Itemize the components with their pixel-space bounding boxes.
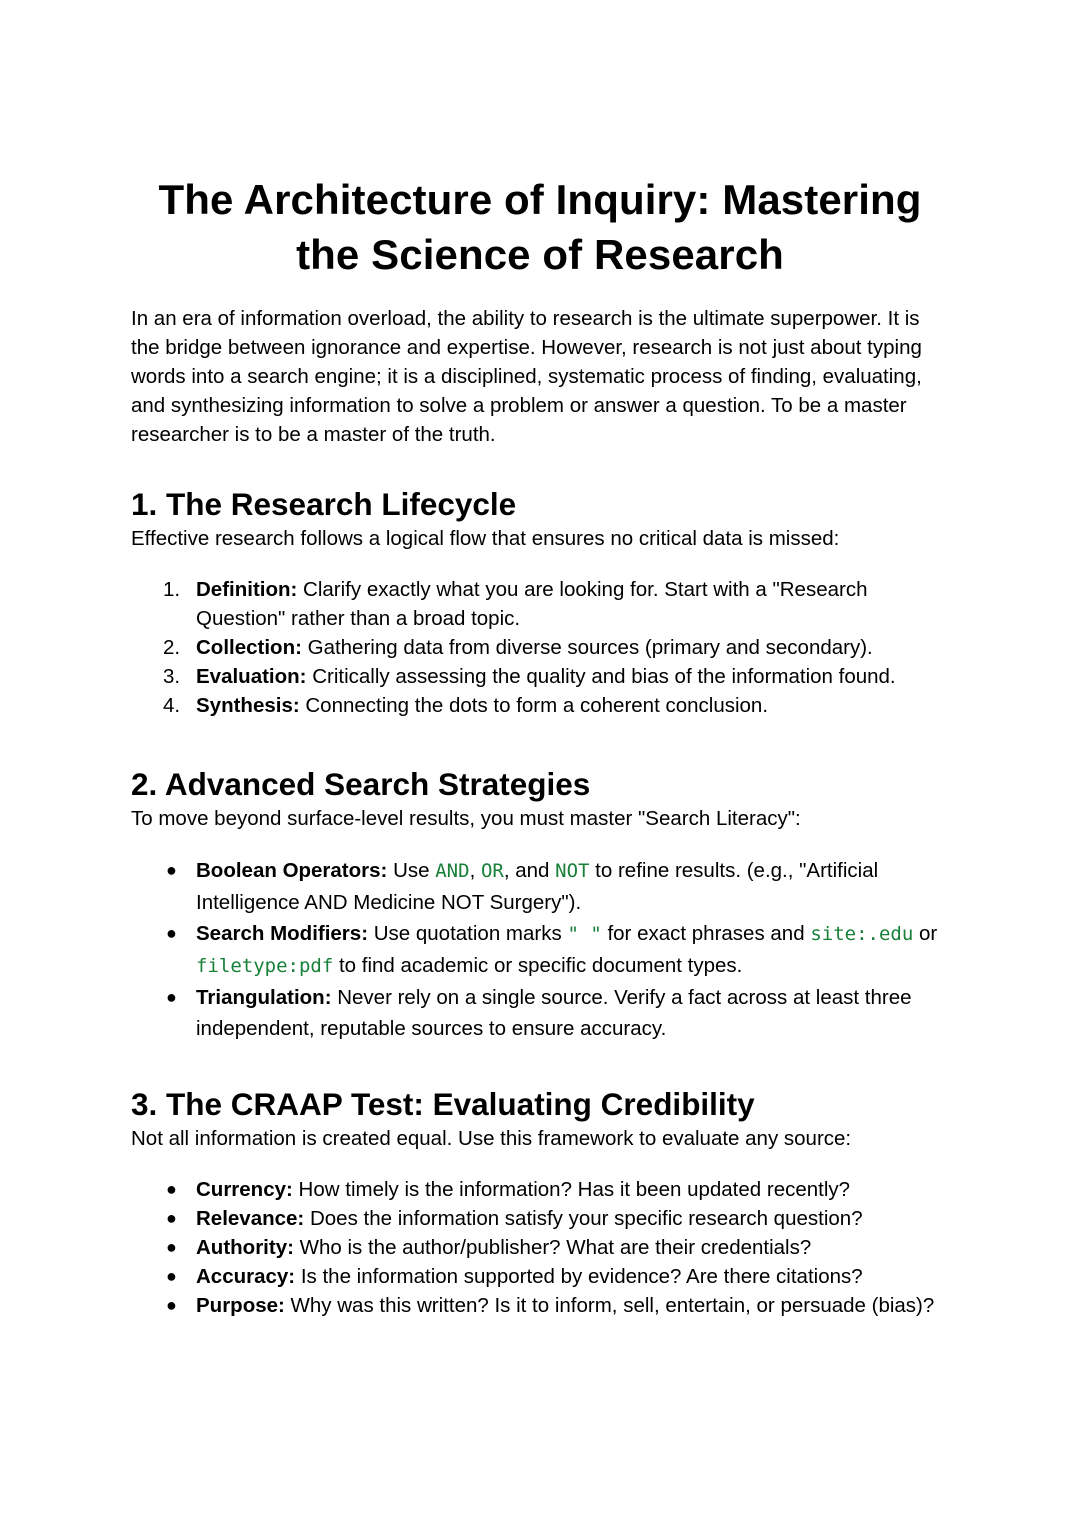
list-item — [131, 633, 949, 662]
item-term: Relevance: — [196, 1207, 305, 1230]
code-site-edu: site:.edu — [810, 923, 914, 945]
item-text: , — [469, 859, 481, 882]
item-text: to refine results. (e.g., "Artificial Intelligence AND Medicine NOT Surgery"). — [196, 859, 879, 914]
list-item-accuracy — [131, 1262, 949, 1291]
item-term: Currency: — [196, 1178, 293, 1201]
list-item-relevance — [131, 1204, 949, 1233]
bullet-icon: ● — [166, 1179, 177, 1199]
item-term: Evaluation: — [196, 665, 307, 688]
bullet-icon: ● — [166, 1208, 177, 1228]
code-not: NOT — [555, 860, 590, 882]
section1-lead: Effective research follows a logical flow that ensures no critical data is missed: — [131, 527, 840, 550]
item-text: Never rely on a single source. Verify a fact across at least three independent, reputable sources to ensure accuracy. — [196, 986, 912, 1040]
item-text: Does the information satisfy your specific research question? — [304, 1207, 863, 1230]
item-term: Definition: — [196, 578, 298, 601]
section3-lead: Not all information is created equal. Use this framework to evaluate any source: — [131, 1127, 852, 1150]
list-item-triangulation — [131, 982, 949, 1044]
section-heading-research-lifecycle: 1. The Research Lifecycle — [131, 486, 517, 522]
code-filetype-pdf: filetype:pdf — [196, 955, 334, 977]
section2-lead: To move beyond surface-level results, you must master "Search Literacy": — [131, 807, 801, 830]
bullet-icon: ● — [166, 923, 177, 943]
item-term: Synthesis: — [196, 694, 300, 717]
item-text: , and — [503, 859, 556, 882]
search-strategies-list — [131, 855, 949, 1044]
item-text: Is the information supported by evidence? Are there citations? — [295, 1265, 863, 1288]
list-item-authority — [131, 1233, 949, 1262]
bullet-icon: ● — [166, 1237, 177, 1257]
item-text: Use quotation marks — [368, 922, 568, 945]
list-item-search-modifiers — [131, 918, 949, 982]
item-text: for exact phrases and — [601, 922, 811, 945]
item-text: Use — [387, 859, 436, 882]
list-item-currency — [131, 1175, 949, 1204]
list-number: 2. — [163, 636, 181, 659]
item-term: Boolean Operators: — [196, 859, 388, 882]
section-heading-search-strategies: 2. Advanced Search Strategies — [131, 766, 591, 802]
craap-list — [131, 1175, 949, 1320]
item-text: Who is the author/publisher? What are their credentials? — [293, 1236, 812, 1259]
list-number: 3. — [163, 665, 181, 688]
bullet-icon: ● — [166, 1266, 177, 1286]
list-item — [131, 691, 949, 720]
bullet-icon: ● — [166, 987, 177, 1007]
item-term: Accuracy: — [196, 1265, 296, 1288]
bullet-icon: ● — [166, 1295, 177, 1315]
item-text: Connecting the dots to form a coherent conclusion. — [299, 694, 769, 717]
code-and: AND — [435, 860, 470, 882]
item-term: Collection: — [196, 636, 302, 659]
document-title: The Architecture of Inquiry: Mastering the Science of Research — [158, 176, 922, 278]
item-text: Why was this written? Is it to inform, sell, entertain, or persuade (bias)? — [284, 1294, 935, 1317]
intro-paragraph: In an era of information overload, the ability to research is the ultimate superpower. It is the bridge between ignorance and expertise. However, research is not just about typing words into a search engine; it is a disciplined, systematic process of finding, evaluating, and synthesizing information to solve a problem or answer a question. To be a master researcher is to be a master of the truth. — [131, 307, 922, 446]
list-item-boolean-operators — [131, 855, 949, 918]
item-text: to find academic or specific document types. — [333, 954, 743, 977]
item-text: or — [913, 922, 938, 945]
item-text: Clarify exactly what you are looking for. Start with a "Research Question" rather than a broad topic. — [196, 578, 868, 630]
item-term: Authority: — [196, 1236, 294, 1259]
item-text: Critically assessing the quality and bias of the information found. — [306, 665, 896, 688]
list-item-purpose — [131, 1291, 949, 1320]
item-text: Gathering data from diverse sources (primary and secondary). — [301, 636, 873, 659]
item-text: How timely is the information? Has it been updated recently? — [292, 1178, 851, 1201]
code-or: OR — [480, 860, 504, 882]
list-item — [131, 662, 949, 691]
item-term: Purpose: — [196, 1294, 285, 1317]
list-number: 4. — [163, 694, 181, 717]
research-lifecycle-list — [131, 575, 949, 720]
list-item — [131, 575, 949, 633]
list-number: 1. — [163, 578, 181, 601]
section-heading-craap-test: 3. The CRAAP Test: Evaluating Credibility — [131, 1086, 755, 1122]
bullet-icon: ● — [166, 860, 177, 880]
item-term: Triangulation: — [196, 986, 332, 1009]
item-term: Search Modifiers: — [196, 922, 369, 945]
code-quotes: " " — [567, 923, 602, 945]
